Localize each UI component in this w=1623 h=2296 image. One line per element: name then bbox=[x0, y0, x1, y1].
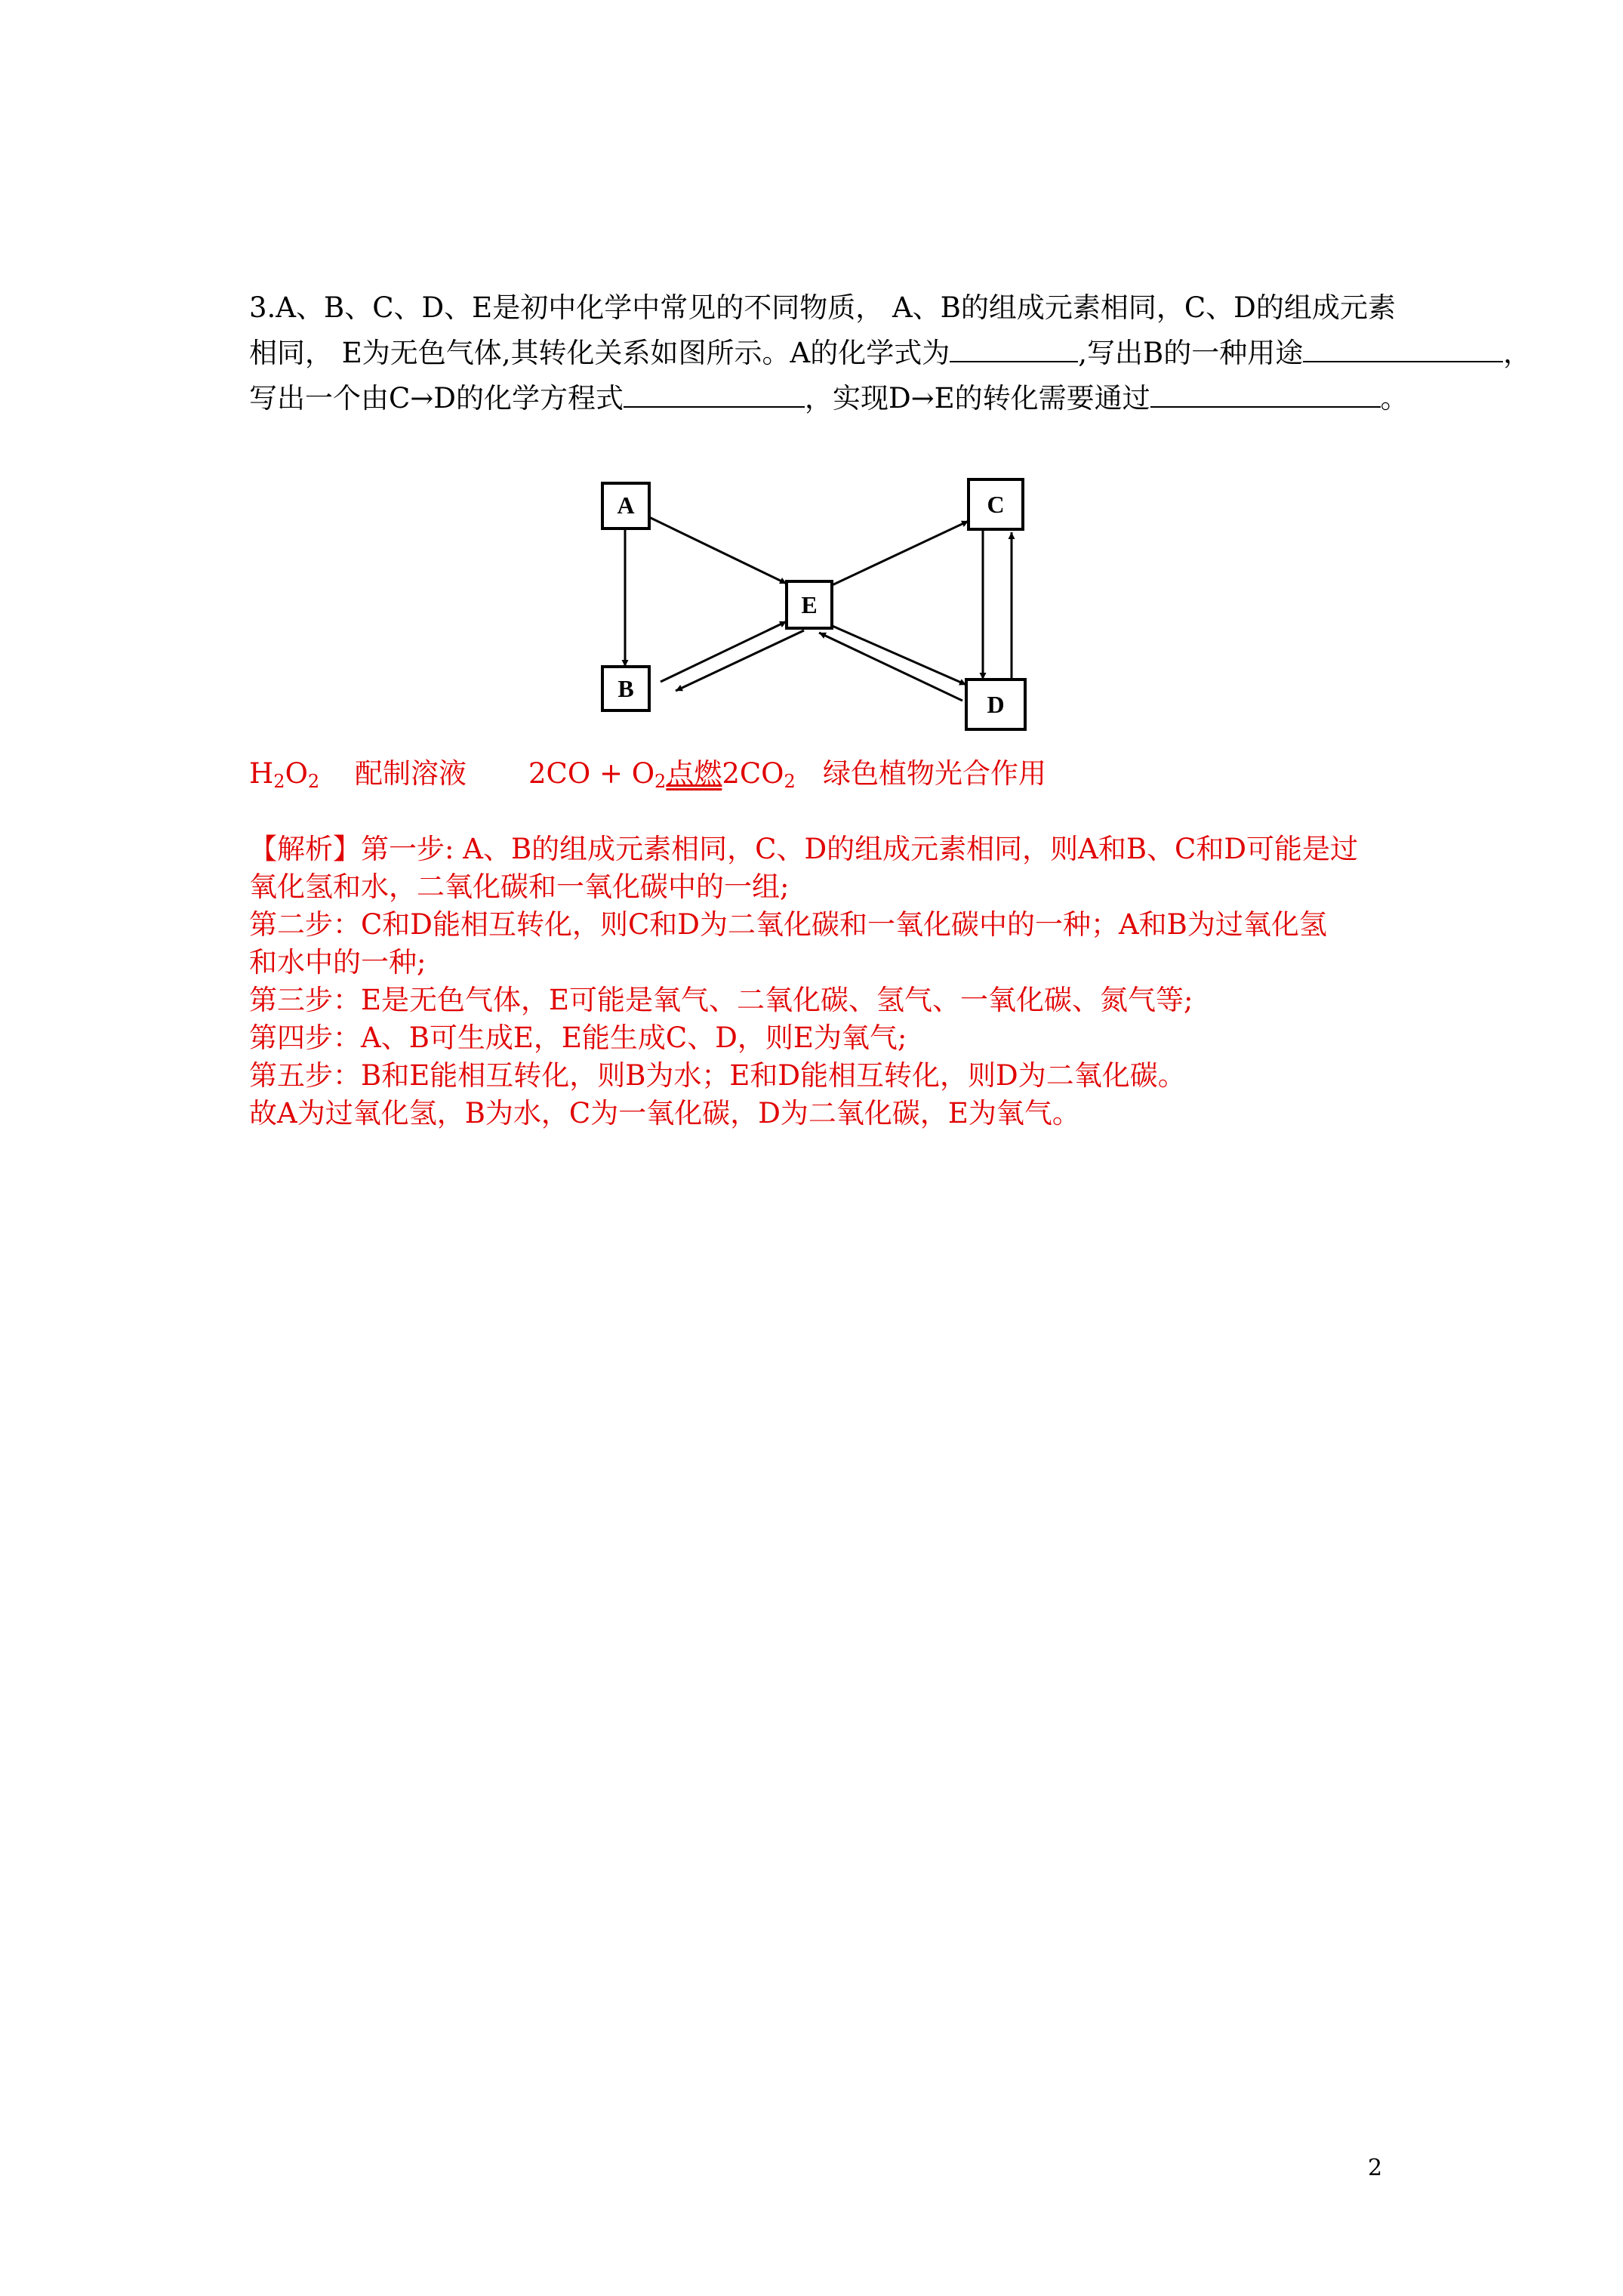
question-line-2-c: ， bbox=[1503, 337, 1532, 369]
answer-b-use: 配制溶液 bbox=[355, 757, 467, 790]
analysis-line-1: 【解析】第一步: A、B的组成元素相同，C、D的组成元素相同，则A和B、C和D可能是过 bbox=[249, 833, 1358, 865]
arrow-b-to-e bbox=[661, 621, 787, 682]
node-d-label: D bbox=[987, 691, 1005, 718]
blank-a-formula[interactable] bbox=[950, 331, 1078, 362]
arrow-a-to-e bbox=[649, 517, 787, 584]
analysis-line-7: 第五步：B和E能相互转化，则B为水；E和D能相互转化，则D为二氧化碳。 bbox=[249, 1059, 1186, 1092]
page-number: 2 bbox=[1368, 2155, 1383, 2181]
node-e bbox=[787, 581, 832, 628]
question-line-3-c: 。 bbox=[1380, 382, 1409, 415]
node-c bbox=[969, 479, 1023, 529]
node-c-label: C bbox=[987, 491, 1005, 518]
arrow-d-to-e bbox=[819, 633, 962, 701]
question-line-1: 3.A、B、C、D、E是初中化学中常见的不同物质， A、B的组成元素相同，C、D的组成元素 bbox=[249, 291, 1396, 324]
question-line-2-b: ,写出B的一种用途 bbox=[1078, 337, 1304, 369]
conversion-diagram bbox=[589, 472, 1057, 736]
answer-a-formula-sub1: 2 bbox=[273, 771, 285, 792]
node-a bbox=[602, 483, 649, 529]
answer-equation bbox=[528, 751, 823, 804]
node-e-label: E bbox=[801, 591, 818, 618]
analysis-line-2: 氧化氢和水，二氧化碳和一氧化碳中的一组; bbox=[249, 871, 790, 903]
answer-equation-sub2: 2 bbox=[784, 771, 796, 792]
node-b bbox=[602, 667, 649, 710]
answer-a-formula bbox=[249, 751, 355, 804]
question-line-3 bbox=[249, 376, 1578, 421]
question-line-3-a: 写出一个由C→D的化学方程式 bbox=[249, 382, 624, 415]
node-b-label: B bbox=[617, 675, 634, 702]
arrow-e-to-b bbox=[676, 630, 804, 691]
answer-equation-sub1: 2 bbox=[654, 771, 667, 792]
answer-d-to-e: 绿色植物光合作用 bbox=[823, 757, 1046, 790]
analysis-line-5: 第三步：E是无色气体，E可能是氧气、二氧化碳、氢气、一氧化碳、氮气等; bbox=[249, 984, 1193, 1016]
blank-c-to-d-equation[interactable] bbox=[624, 376, 805, 408]
answers bbox=[249, 751, 1046, 804]
node-d bbox=[966, 680, 1025, 729]
answer-a-formula-h: H bbox=[249, 757, 274, 790]
question bbox=[249, 285, 1578, 421]
analysis bbox=[249, 831, 1578, 1133]
question-line-2-a: 相同， E为无色气体,其转化关系如图所示。A的化学式为 bbox=[249, 337, 950, 369]
question-line-3-b: ，实现D→E的转化需要通过 bbox=[804, 382, 1150, 415]
analysis-line-6: 第四步：A、B可生成E，E能生成C、D，则E为氧气; bbox=[249, 1022, 907, 1054]
analysis-line-8: 故A为过氧化氢，B为水，C为一氧化碳，D为二氧化碳，E为氧气。 bbox=[249, 1097, 1080, 1130]
answer-a-formula-sub2: 2 bbox=[307, 771, 320, 792]
blank-b-use[interactable] bbox=[1303, 331, 1503, 362]
analysis-line-4: 和水中的一种; bbox=[249, 946, 427, 978]
answer-equation-left: 2CO + O bbox=[528, 757, 655, 790]
arrow-e-to-c bbox=[829, 521, 969, 587]
answer-equation-right: 2CO bbox=[722, 757, 784, 790]
question-line-2 bbox=[249, 331, 1578, 376]
answer-equation-condition: 点燃 bbox=[666, 757, 722, 790]
answer-a-formula-o: O bbox=[285, 757, 308, 790]
arrow-e-to-d bbox=[829, 624, 966, 685]
blank-d-to-e-process[interactable] bbox=[1150, 376, 1381, 408]
analysis-line-3: 第二步：C和D能相互转化，则C和D为二氧化碳和一氧化碳中的一种；A和B为过氧化氢 bbox=[249, 908, 1327, 941]
node-a-label: A bbox=[617, 492, 635, 519]
